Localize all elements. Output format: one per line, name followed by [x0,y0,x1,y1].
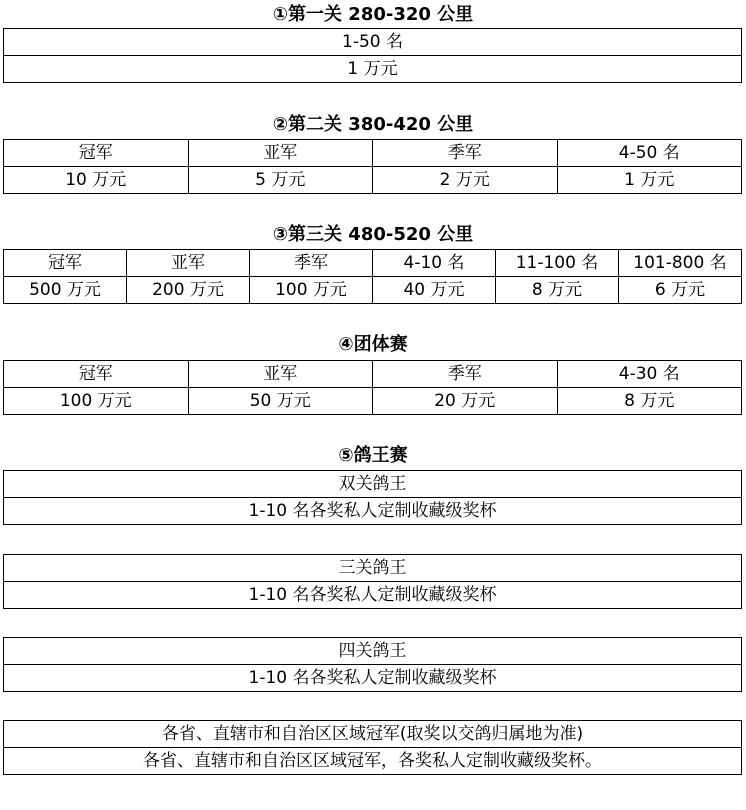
table-cell: 亚军 [127,250,250,277]
table-cell: 10 万元 [4,167,189,194]
team-title: ④团体赛 [338,334,408,355]
team-table [3,360,742,415]
table-cell: 4-10 名 [373,250,496,277]
table-row [4,250,742,277]
stage3-table [3,249,742,304]
table-cell: 5 万元 [188,167,373,194]
table-row [4,498,742,525]
table-cell: 各省、直辖市和自治区区域冠军(取奖以交鸽归属地为准) [4,721,742,748]
table-cell: 6 万元 [619,277,742,304]
table-cell: 冠军 [4,361,189,388]
table-cell: 四关鸽王 [4,638,742,665]
table-cell: 11-100 名 [496,250,619,277]
stage1-title: ①第一关 280-320 公里 [272,4,474,25]
stage3-title: ③第三关 480-520 公里 [272,224,474,245]
table-row [4,665,742,692]
table-cell: 季军 [373,361,558,388]
table-row [4,140,742,167]
table-cell: 冠军 [4,250,127,277]
table-cell: 季军 [250,250,373,277]
table-cell: 冠军 [4,140,189,167]
table-row [4,721,742,748]
table-cell: 1-10 名各奖私人定制收藏级奖杯 [4,582,742,609]
table-cell: 1-50 名 [4,29,742,56]
table-row [4,56,742,83]
table-cell: 100 万元 [4,388,189,415]
table-cell: 三关鸽王 [4,555,742,582]
table-cell: 亚军 [188,140,373,167]
king-table-double [3,470,742,525]
table-row [4,471,742,498]
table-cell: 40 万元 [373,277,496,304]
king-table-triple [3,554,742,609]
table-row [4,555,742,582]
table-cell: 200 万元 [127,277,250,304]
table-row [4,582,742,609]
table-cell: 4-50 名 [557,140,742,167]
table-cell: 1-10 名各奖私人定制收藏级奖杯 [4,665,742,692]
stage2-table [3,139,742,194]
table-cell: 1-10 名各奖私人定制收藏级奖杯 [4,498,742,525]
table-row [4,748,742,775]
table-cell: 1 万元 [4,56,742,83]
table-row [4,638,742,665]
table-cell: 8 万元 [557,388,742,415]
table-cell: 双关鸽王 [4,471,742,498]
stage1-table [3,28,742,83]
table-cell: 各省、直辖市和自治区区域冠军，各奖私人定制收藏级奖杯。 [4,748,742,775]
table-cell: 20 万元 [373,388,558,415]
table-row [4,277,742,304]
table-cell: 8 万元 [496,277,619,304]
table-cell: 101-800 名 [619,250,742,277]
table-cell: 4-30 名 [557,361,742,388]
table-cell: 1 万元 [557,167,742,194]
table-cell: 季军 [373,140,558,167]
table-cell: 500 万元 [4,277,127,304]
king-title: ⑤鸽王赛 [338,445,408,466]
king-table-quad [3,637,742,692]
table-cell: 50 万元 [188,388,373,415]
table-cell: 亚军 [188,361,373,388]
table-row [4,388,742,415]
table-cell: 100 万元 [250,277,373,304]
table-row [4,167,742,194]
table-row [4,29,742,56]
stage2-title: ②第二关 380-420 公里 [272,114,474,135]
table-cell: 2 万元 [373,167,558,194]
regional-table [3,720,742,775]
table-row [4,361,742,388]
